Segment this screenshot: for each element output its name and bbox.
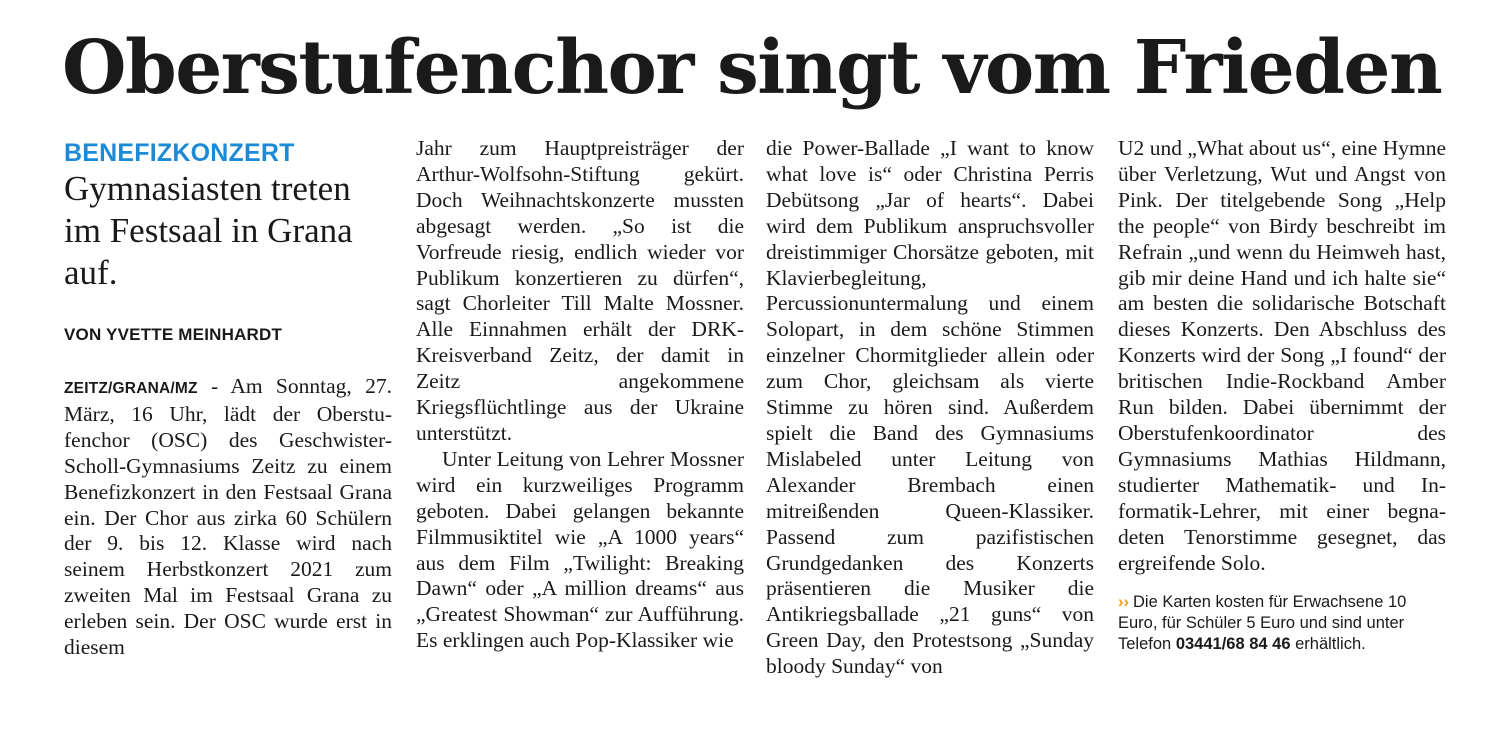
phone-number: 03441/68 84 46	[1175, 635, 1291, 654]
column-3	[766, 136, 1094, 680]
body-paragraph-4: die Power-Ballade „I want to know what love is“ oder Christina Perris Debütsong „Jar of hearts“. Dabei wird dem Publikum anspruchsvoller dreistimmiger Chorsätze geboten, mit Klavierbegleitung, Percussionuntermalung und einem Solopart, in dem schöne Stimmen einzelner Chormitglieder allein oder zum Chor, gleichsam als vierte Stimme zu hören sind. Außerdem spielt die Band des Gymnasiums Mislabeled unter Leitung von Alexander Brembach einen mitreißenden Queen-Klassiker. Passend zum pazifistischen Grundgedanken des Konzerts präsentieren die Musiker die Antikriegsballade „21 guns“ von Green Day, den Protestsong „Sunday bloody Sunday“ von	[766, 136, 1094, 679]
double-chevron-icon: ››	[1118, 593, 1129, 612]
body-text: - Am Sonntag, 27. März, 16 Uhr, lädt der Oberstufenchor (OSC) des Geschwister-Scholl-Gymnasiums Zeitz zu einem Benefizkonzert in den Festsaal Grana ein. Der Chor aus zirka 60 Schülern der 9. bis 12. Klasse wird nach seinem Herbstkonzert 2021 zum zweiten Mal im Festsaal Grana zu erleben sein. Der OSC wurde erst in diesem	[64, 374, 392, 660]
body-paragraph-3: Unter Leitung von Lehrer Mossner wird ein kurzweiliges Programm geboten. Dabei gelangen bekannte Filmmusiktitel wie „A 1000 years“ aus dem Film „Twilight: Breaking Dawn“ oder „A million dreams“ aus „Greatest Showman“ zur Aufführung. Es erklingen auch Pop-Klassiker wie	[416, 446, 744, 653]
column-2	[416, 136, 744, 654]
ticket-info	[1118, 592, 1446, 655]
body-paragraph-1	[64, 374, 392, 661]
kicker: BENEFIZKONZERT	[64, 139, 295, 167]
dateline: ZEITZ/GRANA/MZ	[64, 380, 198, 397]
body-paragraph-2: Jahr zum Hauptpreisträger der Arthur-Wolfsohn-Stiftung gekürt. Doch Weihnachtskonzerte mussten abgesagt werden. „So ist die Vorfreude riesig, endlich wieder vor Publikum konzertieren zu dürfen“, sagt Chorleiter Till Malte Mossner. Alle Einnahmen erhält der DRK-Kreisverband Zeitz, der damit in Zeitz angekommene Kriegsflüchtlinge aus der Ukraine unterstützt.	[416, 136, 744, 445]
headline: Oberstufenchor singt vom Frieden	[62, 25, 1442, 111]
column-1	[64, 136, 392, 661]
ticket-info-suffix: erhältlich.	[1295, 635, 1366, 654]
body-paragraph-5: U2 und „What about us“, eine Hymne über Verletzung, Wut und Angst von Pink. Der titelgebende Song „Help the people“ von Birdy beschreibt im Refrain „und wenn du Heimweh hast, gib mir deine Hand und ich halte sie“ am besten die solidarische Botschaft dieses Konzerts. Den Abschluss des Konzerts wird der Song „I found“ der britischen Indie-Rockband Amber Run bilden. Dabei übernimmt der Oberstufenkoordinator des Gymnasiums Mathias Hildmann, studierter Mathematik- und Informatik-Lehrer, mit einer begnadeten Tenorstimme gesegnet, das ergreifende Solo.	[1118, 136, 1446, 575]
column-4	[1118, 136, 1446, 655]
subheadline: Gymnasiasten treten im Festsaal in Grana auf.	[64, 169, 353, 292]
ticket-info-text: Die Karten kosten für Erwachsene 10 Euro, für Schüler 5 Euro und sind unter Telefon	[1118, 593, 1407, 654]
byline: VON YVETTE MEINHARDT	[64, 325, 283, 344]
